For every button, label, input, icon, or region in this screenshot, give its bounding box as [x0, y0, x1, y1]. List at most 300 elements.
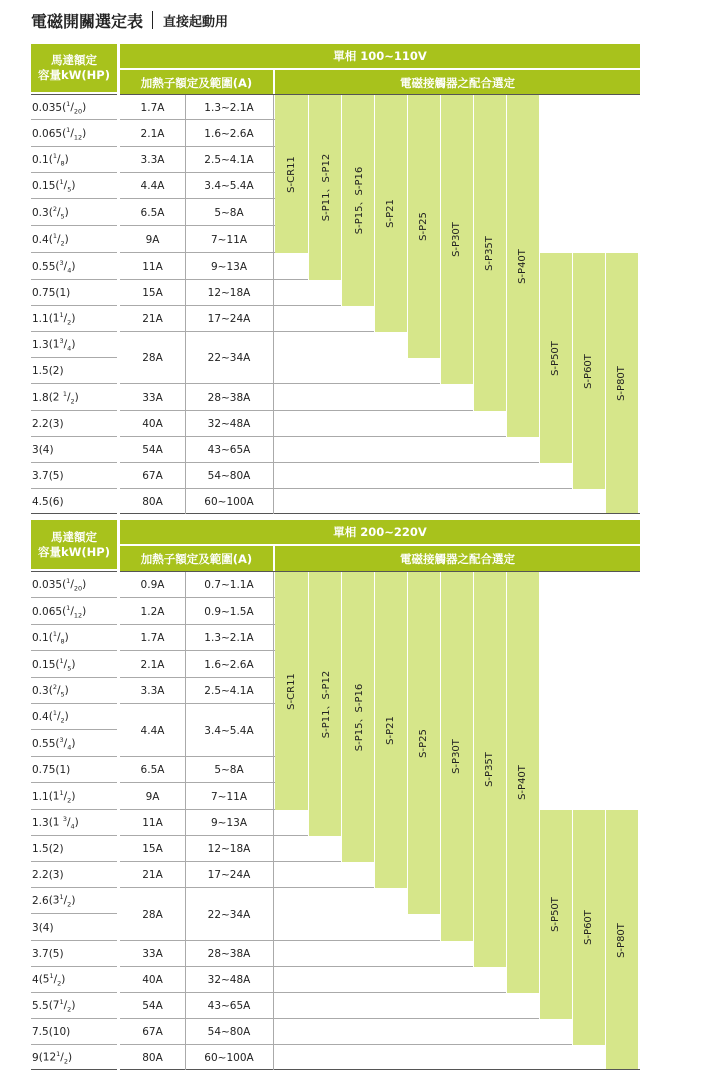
capacity-kw: 2.2 — [32, 869, 49, 881]
capacity-cell — [31, 332, 117, 358]
capacity-kw: 4 — [32, 974, 39, 986]
capacity-hp-part: (2) — [48, 843, 64, 855]
band-divider — [506, 572, 507, 993]
capacity-hp-part: / — [63, 999, 68, 1012]
capacity-hp-part: (4) — [38, 921, 54, 934]
capacity-hp-part: 2 — [63, 1057, 68, 1066]
capacity-hp-part: / — [63, 338, 68, 351]
contactor-model: S-P30T — [451, 222, 463, 257]
capacity-hp-part: 20 — [73, 584, 83, 593]
contactor-model: S-P30T — [451, 739, 463, 774]
capacity-hp-part: / — [63, 260, 68, 273]
capacity-hp-part: ) — [71, 999, 76, 1012]
capacity-hp-part: 8 — [60, 159, 65, 168]
contactor-header: 電磁接觸器之配合選定 — [275, 70, 640, 95]
capacity-hp — [49, 390, 79, 406]
capacity-kw: 9 — [32, 1051, 39, 1064]
heater-range: 22~34A — [207, 908, 251, 921]
capacity-hp-part: ) — [71, 260, 76, 273]
contactor-model: S-P35T — [484, 235, 496, 271]
col-divider — [185, 572, 186, 1070]
capacity-kw: 0.55 — [32, 260, 56, 273]
title-divider — [152, 11, 153, 29]
capacity-hp-part: 5 — [67, 185, 72, 194]
capacity-hp-part: 12 — [73, 133, 83, 142]
band-divider — [341, 95, 342, 306]
heater-range: 43~65A — [207, 1000, 251, 1012]
capacity-hp-part: ) — [64, 153, 69, 166]
capacity-hp — [49, 843, 64, 855]
capacity-cell — [31, 783, 117, 810]
heater-rated: 54A — [142, 1000, 163, 1012]
capacity-hp-part: 2 — [52, 683, 57, 692]
capacity-hp — [49, 311, 76, 327]
capacity-hp-part: 4 — [67, 266, 72, 275]
capacity-cell — [31, 730, 117, 757]
capacity-cell — [31, 147, 117, 173]
capacity-hp-part: ( — [55, 260, 60, 273]
capacity-hp-part: 1 — [52, 630, 57, 639]
capacity-hp-part: ( — [62, 605, 67, 618]
capacity-hp-part: (4) — [38, 444, 54, 456]
band-divider — [374, 95, 375, 332]
heater-rated: 9A — [145, 233, 160, 246]
contactor-model: S-P35T — [484, 752, 496, 787]
capacity-hp-part: ( — [48, 710, 53, 723]
heater-range: 17~24A — [207, 869, 251, 881]
capacity-hp-part: 8 — [60, 637, 65, 646]
band-divider — [605, 810, 606, 1070]
contactor-model: S-P25 — [418, 728, 429, 758]
capacity-hp-part: 2 — [67, 318, 72, 327]
capacity-hp — [49, 365, 64, 377]
capacity-hp — [49, 232, 69, 248]
capacity-hp-part: ( — [48, 233, 53, 246]
capacity-hp-part: / — [63, 312, 68, 325]
contactor-label — [605, 253, 638, 514]
contactor-label — [539, 810, 572, 1019]
capacity-cell — [31, 598, 117, 625]
capacity-hp-part: / — [56, 631, 61, 644]
capacity-hp — [49, 205, 69, 221]
capacity-hp-part: / — [60, 1051, 64, 1064]
capacity-kw: 0.4 — [32, 233, 49, 246]
capacity-cell — [31, 384, 117, 411]
capacity-hp — [49, 496, 64, 508]
capacity-cell — [31, 914, 117, 941]
heater-rated: 9A — [145, 790, 160, 803]
capacity-hp — [39, 972, 66, 988]
capacity-hp-part: 4 — [67, 743, 72, 752]
heater-range: 5~8A — [214, 764, 244, 776]
capacity-hp-part: 1 — [66, 99, 71, 108]
capacity-hp — [39, 444, 54, 456]
contactor-model: S-P80T — [616, 922, 628, 958]
heater-range: 60~100A — [204, 1051, 254, 1064]
contactor-model: S-P50T — [550, 340, 562, 376]
capacity-cell — [31, 862, 117, 888]
heater-rated: 1.7A — [140, 632, 165, 644]
heater-rated: 4.4A — [140, 724, 165, 737]
capacity-hp-part: / — [56, 153, 61, 166]
capacity-cell — [31, 810, 117, 836]
capacity-hp-part: ) — [67, 1051, 73, 1064]
contactor-model: S-P50T — [550, 897, 562, 932]
heater-range: 5~8A — [214, 206, 244, 219]
capacity-hp-part: 3 — [62, 815, 67, 824]
capacity-kw: 0.15 — [32, 180, 56, 192]
capacity-hp — [49, 998, 76, 1014]
contactor-label — [440, 572, 473, 941]
capacity-kw: 0.3 — [32, 685, 49, 697]
capacity-cell — [31, 678, 117, 704]
heater-range: 7~11A — [210, 790, 248, 803]
capacity-hp-part: (1) — [55, 287, 71, 299]
contactor-model: S-P60T — [583, 910, 595, 945]
capacity-hp-part: 12 — [73, 611, 83, 620]
capacity-kw: 3.7 — [32, 948, 49, 960]
capacity-hp-part: (2) — [48, 365, 64, 377]
capacity-hp-part: / — [63, 790, 68, 803]
capacity-hp-part: (1 — [48, 816, 63, 829]
capacity-hp-part: / — [56, 206, 61, 219]
heater-rated: 4.4A — [140, 180, 165, 192]
capacity-hp-part: ) — [71, 179, 76, 192]
capacity-hp-part: 1 — [56, 1049, 61, 1058]
capacity-hp — [49, 683, 69, 699]
contactor-model: S-P25 — [418, 212, 429, 241]
heater-rated: 33A — [142, 948, 163, 960]
band-divider — [374, 572, 375, 888]
capacity-hp-part: / — [66, 391, 71, 404]
contactor-label — [539, 253, 572, 463]
band-divider — [440, 572, 441, 941]
capacity-hp-part: (12 — [38, 1051, 57, 1064]
capacity-hp-part: / — [70, 101, 74, 114]
capacity-hp-part: 2 — [57, 979, 62, 988]
page-title: 電磁開關選定表 — [31, 11, 144, 31]
heater-range: 2.5~4.1A — [204, 685, 254, 697]
contactor-label — [473, 572, 506, 967]
contactor-label — [374, 95, 407, 332]
capacity-hp-part: (5 — [38, 973, 50, 986]
phase-header: 單相 100~110V — [120, 44, 640, 68]
capacity-kw: 1.5 — [32, 365, 49, 377]
contactor-label — [341, 95, 374, 306]
capacity-hp-part: 2 — [70, 397, 75, 406]
heater-rated: 67A — [142, 1026, 163, 1038]
capacity-hp-part: ( — [62, 578, 67, 591]
capacity-kw: 1.3 — [32, 817, 49, 829]
capacity-hp-part: ) — [82, 578, 87, 591]
band-divider — [308, 95, 309, 280]
band-divider — [506, 95, 507, 437]
band-divider — [605, 253, 606, 514]
heater-header: 加熱子額定及範圍(A) — [120, 546, 273, 571]
heater-range: 2.5~4.1A — [204, 154, 254, 166]
capacity-hp — [49, 815, 79, 831]
capacity-hp-part: 5 — [60, 690, 65, 699]
capacity-hp — [49, 709, 69, 725]
capacity-cell — [31, 993, 117, 1019]
capacity-hp — [55, 657, 75, 673]
capacity-hp-part: ) — [64, 631, 69, 644]
band-divider — [308, 572, 309, 836]
capacity-kw: 0.55 — [32, 737, 56, 750]
contactor-label — [374, 572, 407, 888]
capacity-kw: 5.5 — [32, 1000, 49, 1012]
capacity-kw: 3 — [32, 444, 39, 456]
band-divider — [572, 810, 573, 1045]
capacity-kw: 0.15 — [32, 658, 56, 671]
capacity-cell — [31, 941, 117, 967]
capacity-kw: 7.5 — [32, 1026, 49, 1038]
page-title-bar — [31, 8, 228, 32]
capacity-hp — [55, 259, 75, 275]
capacity-hp-part: 3 — [59, 337, 64, 346]
heater-rated: 67A — [142, 470, 163, 482]
capacity-hp-part: 3 — [59, 258, 64, 267]
selection-table-200-220v — [31, 520, 640, 1070]
capacity-hp-part: / — [70, 605, 74, 618]
capacity-hp-part: 1 — [62, 389, 67, 398]
capacity-hp-part: 1 — [59, 178, 64, 187]
capacity-cell — [31, 199, 117, 226]
capacity-kw: 0.4 — [32, 711, 49, 723]
capacity-cell — [31, 967, 117, 993]
capacity-hp-part: ( — [55, 737, 60, 750]
capacity-hp — [49, 337, 76, 353]
capacity-hp-part: / — [56, 684, 61, 697]
capacity-hp-part: 1 — [66, 577, 71, 586]
capacity-cell — [31, 1045, 117, 1070]
capacity-hp-part: ) — [64, 684, 69, 697]
capacity-hp-part: 2 — [60, 716, 65, 725]
capacity-hp — [55, 764, 70, 776]
capacity-cell — [31, 463, 117, 489]
capacity-hp — [39, 922, 54, 934]
heater-rated: 80A — [142, 495, 163, 508]
capacity-cell — [31, 358, 117, 384]
heater-range: 0.9~1.5A — [204, 605, 254, 618]
capacity-header — [31, 44, 117, 92]
capacity-hp-part: ) — [61, 973, 66, 986]
capacity-hp-part: / — [63, 658, 68, 671]
heater-range: 22~34A — [207, 352, 251, 364]
heater-range: 7~11A — [210, 233, 248, 246]
phase-header: 單相 200~220V — [120, 520, 640, 544]
capacity-header — [31, 520, 117, 569]
heater-range: 0.7~1.1A — [204, 579, 254, 591]
contactor-label — [308, 572, 341, 836]
capacity-hp-part: 2 — [67, 796, 72, 805]
capacity-hp-part: (3) — [48, 869, 64, 881]
capacity-hp — [49, 630, 69, 646]
band-divider — [440, 95, 441, 384]
contactor-label — [407, 95, 440, 358]
heater-range: 1.3~2.1A — [204, 632, 254, 644]
capacity-hp-part: ) — [82, 127, 87, 140]
heater-rated: 6.5A — [140, 206, 165, 219]
capacity-hp — [49, 948, 64, 960]
capacity-cell — [31, 437, 117, 463]
capacity-hp — [39, 1050, 72, 1066]
heater-range: 54~80A — [207, 470, 251, 482]
contactor-model: S-P11、S-P12 — [321, 670, 333, 738]
capacity-hp-part: ) — [71, 658, 76, 671]
capacity-kw: 2.6 — [32, 895, 49, 907]
capacity-cell — [31, 757, 117, 783]
capacity-kw: 1.1 — [32, 313, 49, 325]
capacity-hp-part: / — [63, 894, 68, 907]
heater-rated: 80A — [142, 1051, 163, 1064]
contactor-label — [473, 95, 506, 411]
capacity-hp-part: / — [70, 127, 74, 140]
band-divider — [572, 253, 573, 489]
capacity-hp-part: 1 — [52, 152, 57, 161]
capacity-hp-part: ) — [74, 391, 79, 404]
heater-rated: 2.1A — [140, 127, 165, 140]
capacity-kw: 4.5 — [32, 495, 49, 508]
capacity-kw: 0.065 — [32, 605, 63, 618]
capacity-hp-part: ) — [71, 737, 76, 750]
capacity-cell — [31, 95, 117, 120]
heater-rated: 40A — [142, 974, 163, 986]
capacity-hp-part: / — [56, 233, 61, 246]
capacity-kw: 0.035 — [32, 579, 63, 591]
capacity-kw: 3 — [32, 921, 39, 934]
capacity-header-line: 馬達額定 — [51, 53, 97, 67]
capacity-cell — [31, 704, 117, 730]
capacity-cell — [31, 836, 117, 862]
contactor-header: 電磁接觸器之配合選定 — [275, 546, 640, 571]
heater-range: 17~24A — [207, 313, 251, 325]
contactor-model: S-P60T — [583, 353, 595, 389]
capacity-hp-part: 1 — [52, 709, 57, 718]
capacity-kw: 0.75 — [32, 764, 56, 776]
capacity-cell — [31, 888, 117, 914]
contactor-label — [275, 95, 308, 253]
capacity-hp-part: (10) — [48, 1026, 71, 1038]
band-divider — [539, 810, 540, 1019]
capacity-hp-part: ( — [48, 153, 53, 166]
capacity-header-line: 容量kW(HP) — [38, 544, 110, 559]
band-divider — [473, 95, 474, 411]
contactor-model: S-P15、S-P16 — [354, 683, 366, 751]
capacity-hp — [62, 100, 86, 116]
capacity-hp-part: 1 — [66, 125, 71, 134]
band-divider — [539, 253, 540, 463]
contactor-model: S-P40T — [517, 765, 529, 800]
capacity-hp-part: ) — [82, 101, 87, 114]
capacity-hp — [62, 577, 86, 593]
heater-range: 9~13A — [210, 260, 248, 273]
contactor-model: S-P11、S-P12 — [321, 153, 333, 222]
capacity-hp — [49, 470, 64, 482]
capacity-kw: 0.75 — [32, 287, 56, 299]
capacity-hp-part: ) — [71, 338, 76, 351]
capacity-hp-part: (5) — [48, 948, 64, 960]
capacity-hp-part: 4 — [70, 822, 75, 831]
capacity-hp — [62, 126, 86, 142]
capacity-kw: 2.2 — [32, 418, 49, 430]
capacity-hp — [55, 178, 75, 194]
heater-range: 28~38A — [207, 391, 251, 404]
capacity-hp — [49, 789, 76, 805]
contactor-model: S-P80T — [616, 366, 628, 401]
capacity-hp-part: / — [70, 578, 74, 591]
capacity-hp-part: 1 — [59, 311, 64, 320]
contactor-label — [605, 810, 638, 1070]
capacity-hp-part: (6) — [48, 495, 64, 508]
capacity-hp-part: 1 — [49, 972, 54, 981]
contactor-label — [341, 572, 374, 862]
capacity-cell — [31, 173, 117, 199]
contactor-label — [572, 810, 605, 1045]
capacity-kw: 0.065 — [32, 127, 63, 140]
capacity-cell — [31, 280, 117, 306]
contactor-model: S-CR11 — [286, 672, 297, 710]
contactor-label — [308, 95, 341, 280]
heater-range: 12~18A — [207, 843, 251, 855]
capacity-hp-part: 1 — [52, 231, 57, 240]
contactor-model: S-P21 — [385, 199, 396, 228]
heater-rated: 6.5A — [140, 764, 165, 776]
contactor-label — [506, 95, 539, 437]
capacity-cell — [31, 489, 117, 514]
capacity-header-line: 馬達額定 — [51, 529, 97, 544]
capacity-kw: 0.3 — [32, 206, 49, 219]
contactor-label — [572, 253, 605, 489]
capacity-hp-part: ) — [82, 605, 87, 618]
heater-range: 3.4~5.4A — [204, 180, 254, 192]
heater-rated: 40A — [142, 418, 163, 430]
capacity-hp — [55, 287, 70, 299]
capacity-hp-part: ) — [71, 894, 76, 907]
capacity-hp-part: / — [63, 179, 68, 192]
heater-range: 9~13A — [210, 817, 248, 829]
capacity-hp-part: 20 — [73, 107, 83, 116]
capacity-hp — [55, 736, 75, 752]
capacity-hp-part: ) — [64, 233, 69, 246]
contactor-model: S-P21 — [385, 715, 396, 745]
capacity-hp-part: 1 — [59, 998, 64, 1007]
contactor-model: S-P40T — [517, 248, 529, 284]
heater-rated: 11A — [142, 260, 163, 273]
heater-rated: 3.3A — [140, 685, 165, 697]
contactor-label — [407, 572, 440, 914]
capacity-hp-part: 2 — [60, 239, 65, 248]
heater-range: 32~48A — [207, 418, 251, 430]
capacity-kw: 1.1 — [32, 790, 49, 803]
capacity-hp-part: ( — [48, 206, 53, 219]
capacity-hp — [49, 869, 64, 881]
capacity-hp-part: ( — [55, 179, 60, 192]
capacity-hp-part: 4 — [67, 344, 72, 353]
heater-rated: 1.2A — [140, 605, 165, 618]
capacity-hp-part: ) — [71, 312, 76, 325]
col-divider — [185, 95, 186, 514]
capacity-hp-part: ) — [71, 790, 76, 803]
heater-range: 28~38A — [207, 948, 251, 960]
contactor-label — [275, 572, 308, 810]
capacity-hp-part: ) — [74, 816, 79, 829]
capacity-hp-part: (2 — [48, 391, 63, 404]
capacity-cell — [31, 226, 117, 253]
capacity-hp-part: 2 — [52, 204, 57, 213]
band-divider — [473, 572, 474, 967]
band-divider — [407, 95, 408, 358]
